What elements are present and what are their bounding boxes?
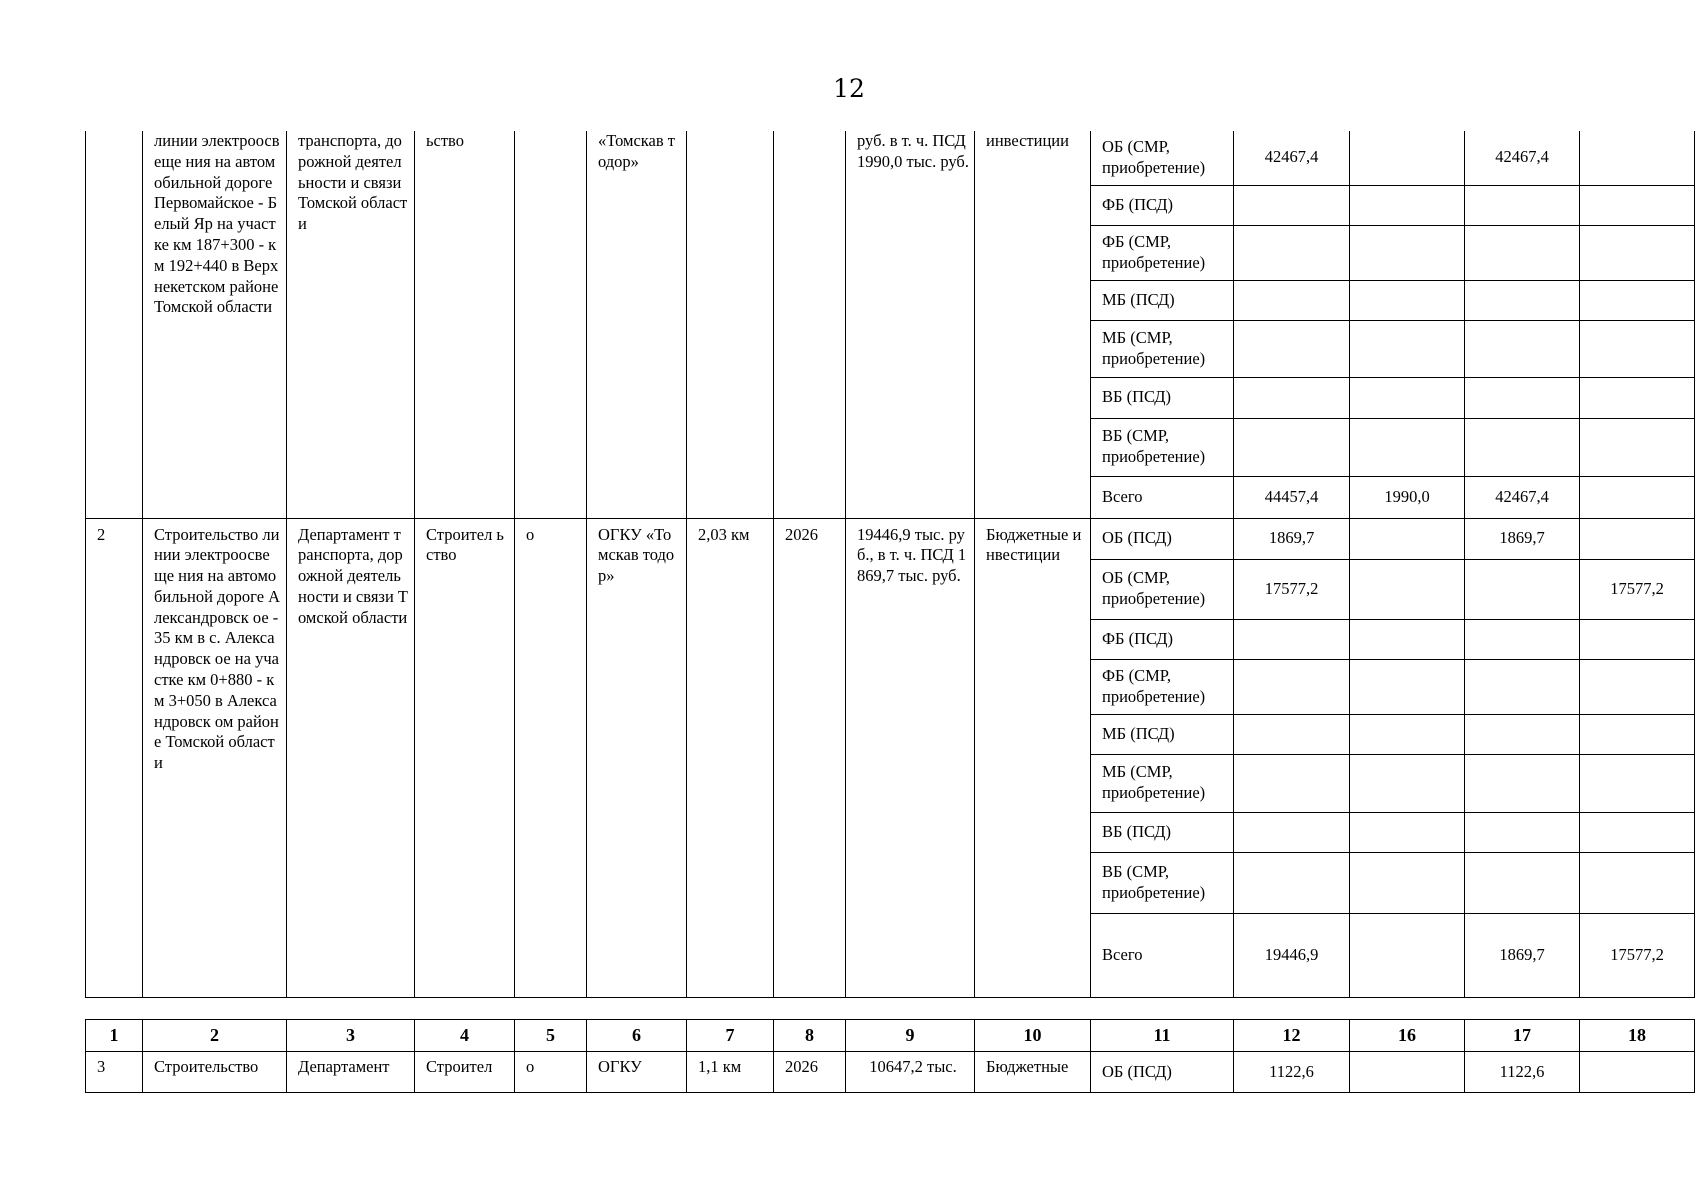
- total-col-17: 42467,4: [1465, 476, 1580, 518]
- amount-col-12: [1234, 714, 1350, 754]
- capacity-cell: [687, 131, 774, 518]
- amount-col-18: [1580, 619, 1695, 659]
- funding-source-label: ВБ (СМР, приобретение): [1091, 852, 1234, 913]
- amount-col-16: [1350, 714, 1465, 754]
- amount-col-16: [1350, 812, 1465, 852]
- funding-type-cell: Бюджетные инвестиции: [975, 518, 1091, 997]
- object-name-cell: линии электроосвеще ния на автомобильной дороге Первомайское - Белый Яр на участке км 187+300 - км 192+440 в Верхнекетском районе Томской области: [143, 131, 287, 518]
- year-cell: [774, 131, 846, 518]
- construction-type-cell: ьство: [415, 131, 515, 518]
- amount-col-12: [1234, 280, 1350, 320]
- amount-col-12: [1234, 418, 1350, 476]
- amount-col-17: 1869,7: [1465, 518, 1580, 559]
- object-name-cell: Строительство линии электроосвеще ния на автомобильной дороге Александровск ое - 35 км в с. Александровск ое на участке км 0+880 - км 3+050 в Александровск ом районе Томской области: [143, 518, 287, 997]
- funding-source-label: ФБ (СМР, приобретение): [1091, 225, 1234, 280]
- page-number: 12: [833, 74, 865, 103]
- funding-source-total-label: Всего: [1091, 913, 1234, 997]
- customer-cell: «Томскав тодор»: [587, 131, 687, 518]
- department-cell: Департамент транспорта, дорожной деятельности и связи Томской области: [287, 518, 415, 997]
- column-header: 12: [1234, 1020, 1350, 1052]
- total-col-12: 19446,9: [1234, 913, 1350, 997]
- column-header: 18: [1580, 1020, 1695, 1052]
- amount-col-18: [1580, 518, 1695, 559]
- amount-col-16: [1350, 185, 1465, 225]
- amount-col-18: 17577,2: [1580, 559, 1695, 619]
- table-row: [86, 518, 1695, 559]
- column-5-cell: о: [515, 1052, 587, 1093]
- table-row: [86, 131, 1695, 185]
- amount-col-12: [1234, 185, 1350, 225]
- customer-cell: ОГКУ «Томскав тодор»: [587, 518, 687, 997]
- year-cell: 2026: [774, 1052, 846, 1093]
- department-cell: транспорта, дорожной деятельности и связи Томской области: [287, 131, 415, 518]
- amount-col-16: [1350, 518, 1465, 559]
- amount-col-16: [1350, 754, 1465, 812]
- funding-source-label: ОБ (СМР, приобретение): [1091, 559, 1234, 619]
- total-col-18: 17577,2: [1580, 913, 1695, 997]
- funding-source-total-label: Всего: [1091, 476, 1234, 518]
- amount-col-18: [1580, 659, 1695, 714]
- amount-col-12: [1234, 320, 1350, 377]
- estimated-cost-cell: 19446,9 тыс. руб., в т. ч. ПСД 1869,7 тыс. руб.: [846, 518, 975, 997]
- amount-col-18: [1580, 714, 1695, 754]
- column-header: 8: [774, 1020, 846, 1052]
- amount-col-16: [1350, 559, 1465, 619]
- amount-col-17: [1465, 659, 1580, 714]
- amount-col-16: [1350, 1052, 1465, 1093]
- column-header: 10: [975, 1020, 1091, 1052]
- column-header: 2: [143, 1020, 287, 1052]
- funding-source-label: ФБ (ПСД): [1091, 185, 1234, 225]
- amount-col-17: 1122,6: [1465, 1052, 1580, 1093]
- amount-col-18: [1580, 377, 1695, 418]
- amount-col-16: [1350, 852, 1465, 913]
- amount-col-16: [1350, 619, 1465, 659]
- funding-source-label: МБ (СМР, приобретение): [1091, 320, 1234, 377]
- funding-type-cell: инвестиции: [975, 131, 1091, 518]
- amount-col-16: [1350, 320, 1465, 377]
- amount-col-18: [1580, 320, 1695, 377]
- amount-col-12: [1234, 225, 1350, 280]
- amount-col-12: 17577,2: [1234, 559, 1350, 619]
- funding-source-label: ВБ (ПСД): [1091, 812, 1234, 852]
- total-col-17: 1869,7: [1465, 913, 1580, 997]
- amount-col-18: [1580, 812, 1695, 852]
- column-header: 5: [515, 1020, 587, 1052]
- amount-col-18: [1580, 280, 1695, 320]
- funding-source-label: МБ (ПСД): [1091, 714, 1234, 754]
- column-5-cell: [515, 131, 587, 518]
- amount-col-17: 42467,4: [1465, 131, 1580, 185]
- column-5-cell: о: [515, 518, 587, 997]
- amount-col-18: [1580, 418, 1695, 476]
- amount-col-17: [1465, 225, 1580, 280]
- amount-col-17: [1465, 418, 1580, 476]
- amount-col-17: [1465, 812, 1580, 852]
- funding-source-label: ОБ (ПСД): [1091, 1052, 1234, 1093]
- amount-col-18: [1580, 852, 1695, 913]
- amount-col-12: [1234, 754, 1350, 812]
- funding-source-label: ФБ (СМР, приобретение): [1091, 659, 1234, 714]
- amount-col-18: [1580, 131, 1695, 185]
- capacity-cell: 2,03 км: [687, 518, 774, 997]
- capacity-cell: 1,1 км: [687, 1052, 774, 1093]
- amount-col-12: [1234, 619, 1350, 659]
- funding-source-label: МБ (ПСД): [1091, 280, 1234, 320]
- column-header: 3: [287, 1020, 415, 1052]
- amount-col-18: [1580, 754, 1695, 812]
- column-header: 17: [1465, 1020, 1580, 1052]
- amount-col-17: [1465, 714, 1580, 754]
- estimated-cost-cell: 10647,2 тыс.: [846, 1052, 975, 1093]
- amount-col-16: [1350, 418, 1465, 476]
- amount-col-16: [1350, 659, 1465, 714]
- amount-col-17: [1465, 559, 1580, 619]
- funding-source-label: ВБ (ПСД): [1091, 377, 1234, 418]
- amount-col-17: [1465, 280, 1580, 320]
- amount-col-18: [1580, 185, 1695, 225]
- amount-col-16: [1350, 280, 1465, 320]
- amount-col-16: [1350, 131, 1465, 185]
- amount-col-12: 1122,6: [1234, 1052, 1350, 1093]
- estimated-cost-cell: руб. в т. ч. ПСД 1990,0 тыс. руб.: [846, 131, 975, 518]
- table-row: [86, 1052, 1695, 1093]
- amount-col-12: [1234, 377, 1350, 418]
- amount-col-12: [1234, 852, 1350, 913]
- amount-col-17: [1465, 754, 1580, 812]
- construction-type-cell: Строител ьство: [415, 518, 515, 997]
- column-header: 9: [846, 1020, 975, 1052]
- objects-table: [85, 131, 1695, 998]
- construction-type-cell: Строител: [415, 1052, 515, 1093]
- amount-col-17: [1465, 377, 1580, 418]
- total-col-12: 44457,4: [1234, 476, 1350, 518]
- customer-cell: ОГКУ: [587, 1052, 687, 1093]
- amount-col-12: 1869,7: [1234, 518, 1350, 559]
- total-col-16: [1350, 913, 1465, 997]
- year-cell: 2026: [774, 518, 846, 997]
- continuation-table: [85, 1019, 1695, 1093]
- amount-col-18: [1580, 225, 1695, 280]
- total-col-16: 1990,0: [1350, 476, 1465, 518]
- funding-source-label: ОБ (ПСД): [1091, 518, 1234, 559]
- funding-source-label: ВБ (СМР, приобретение): [1091, 418, 1234, 476]
- column-header: 1: [86, 1020, 143, 1052]
- amount-col-17: [1465, 619, 1580, 659]
- funding-source-label: ФБ (ПСД): [1091, 619, 1234, 659]
- amount-col-17: [1465, 320, 1580, 377]
- amount-col-17: [1465, 852, 1580, 913]
- column-header: 4: [415, 1020, 515, 1052]
- column-number-header-row: [86, 1020, 1695, 1052]
- row-number-cell: [86, 131, 143, 518]
- amount-col-12: 42467,4: [1234, 131, 1350, 185]
- funding-source-label: МБ (СМР, приобретение): [1091, 754, 1234, 812]
- object-name-cell: Строительство: [143, 1052, 287, 1093]
- column-header: 11: [1091, 1020, 1234, 1052]
- row-number-cell: 3: [86, 1052, 143, 1093]
- amount-col-12: [1234, 812, 1350, 852]
- total-col-18: [1580, 476, 1695, 518]
- funding-source-label: ОБ (СМР, приобретение): [1091, 131, 1234, 185]
- column-header: 6: [587, 1020, 687, 1052]
- funding-type-cell: Бюджетные: [975, 1052, 1091, 1093]
- column-header: 16: [1350, 1020, 1465, 1052]
- amount-col-18: [1580, 1052, 1695, 1093]
- column-header: 7: [687, 1020, 774, 1052]
- amount-col-17: [1465, 185, 1580, 225]
- amount-col-16: [1350, 377, 1465, 418]
- amount-col-16: [1350, 225, 1465, 280]
- row-number-cell: 2: [86, 518, 143, 997]
- amount-col-12: [1234, 659, 1350, 714]
- department-cell: Департамент: [287, 1052, 415, 1093]
